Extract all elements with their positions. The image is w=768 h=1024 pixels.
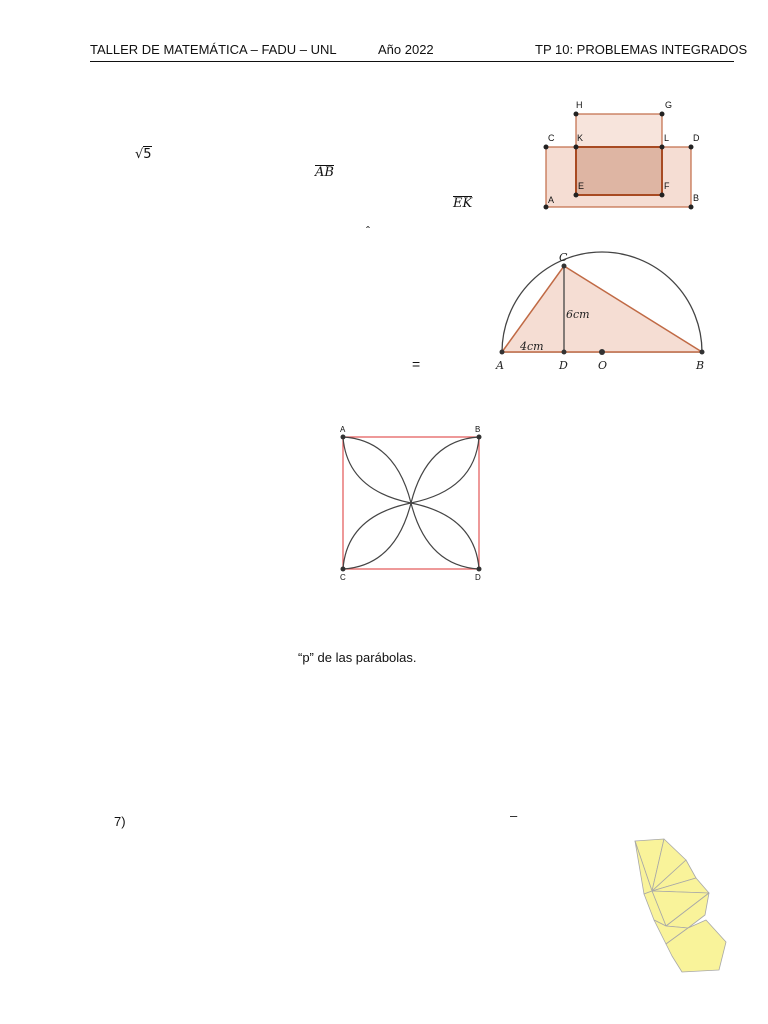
parabola-arcs <box>343 437 479 569</box>
polyhedron-net-figure <box>630 836 730 976</box>
label-b: B <box>475 425 481 434</box>
point-c <box>544 145 549 150</box>
arc-d-center-upper <box>411 503 479 569</box>
label-base: 4cm <box>520 340 544 353</box>
segment-ab: AB <box>315 165 334 180</box>
label-b: B <box>693 193 700 203</box>
point-c <box>562 264 567 269</box>
sqrt-radicand: 5 <box>143 147 152 162</box>
label-a: A <box>548 195 555 205</box>
sqrt-expression <box>135 147 152 162</box>
square-figure <box>335 422 495 587</box>
point-c <box>341 567 346 572</box>
label-b: B <box>696 359 705 372</box>
rectangles-figure <box>535 96 715 216</box>
point-d <box>562 350 567 355</box>
point-b <box>477 435 482 440</box>
header-left: TALLER DE MATEMÁTICA – FADU – UNL <box>90 42 337 57</box>
equals-sign: = <box>412 356 421 372</box>
label-c: C <box>340 573 346 582</box>
point-g <box>660 112 665 117</box>
label-f: F <box>664 181 670 191</box>
point-d <box>477 567 482 572</box>
label-a: A <box>496 359 504 372</box>
label-e: E <box>578 181 585 191</box>
label-d: D <box>475 573 481 582</box>
arc-a-center-lower <box>343 437 411 503</box>
label-h: H <box>576 100 583 110</box>
label-a: A <box>340 425 346 434</box>
point-d <box>689 145 694 150</box>
point-k <box>574 145 579 150</box>
point-a <box>500 350 505 355</box>
arc-c-center-upper <box>343 503 411 569</box>
label-o: O <box>598 359 608 372</box>
label-c: C <box>559 251 568 264</box>
label-d: D <box>559 359 568 372</box>
caret-mark: ˆ <box>366 224 370 238</box>
rect-klfe <box>576 147 662 195</box>
point-a <box>341 435 346 440</box>
dash-mark: – <box>510 808 518 823</box>
point-b <box>700 350 705 355</box>
header-rule <box>90 61 734 62</box>
point-h <box>574 112 579 117</box>
point-f <box>660 193 665 198</box>
point-e <box>574 193 579 198</box>
point-l <box>660 145 665 150</box>
point-b <box>689 205 694 210</box>
point-o <box>599 349 605 355</box>
sqrt-symbol: √ <box>135 147 144 162</box>
label-height: 6cm <box>566 308 590 321</box>
label-g: G <box>665 100 673 110</box>
header-center: Año 2022 <box>378 42 434 57</box>
label-d: D <box>693 133 700 143</box>
segment-ek: EK <box>453 196 473 211</box>
net-faces <box>635 839 726 972</box>
header-right: TP 10: PROBLEMAS INTEGRADOS <box>535 42 748 57</box>
point-a <box>544 205 549 210</box>
label-c: C <box>548 133 555 143</box>
label-l: L <box>664 133 670 143</box>
parabolas-text: “p” de las parábolas. <box>298 650 417 665</box>
semicircle-figure <box>492 248 717 378</box>
arc-b-center-lower <box>411 437 479 503</box>
item-number-7: 7) <box>114 814 126 829</box>
label-k: K <box>577 133 584 143</box>
